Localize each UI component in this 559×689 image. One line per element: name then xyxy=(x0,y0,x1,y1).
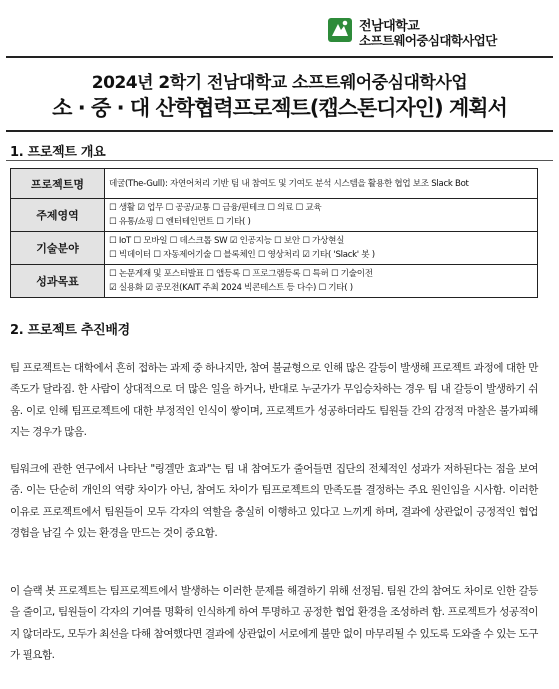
background-paragraph-2: 팀워크에 관한 연구에서 나타난 "링겔만 효과"는 팀 내 참여도가 줄어들면 집단의 전체적인 성과가 저하된다는 점을 보여줌. 이는 단순히 개인의 역량 차이가 아닌, 참여도 차이가 팀프로젝트의 만족도를 결정하는 주요 원인임을 시사함. 이러한 이유로 프로젝트에서 팀원들이 모두 각자의 역할을 충실히 이행하고 있다고 느끼게 하며, 결과에 상관없이 긍정적인 협업 경험을 남길 수 있는 환경을 만드는 것이 중요함. xyxy=(10,463,538,540)
project-name-label: 프로젝트명 xyxy=(11,169,105,199)
title-rule-bottom xyxy=(6,130,553,132)
logo-university-name: 전남대학교 xyxy=(359,19,420,34)
subject-options-line2: ☐ 유통/쇼핑 ☐ 엔터테인먼트 ☐ 기타( ) xyxy=(109,217,251,227)
subject-value xyxy=(105,199,538,232)
tech-value xyxy=(105,232,538,265)
table-row-tech xyxy=(11,232,538,265)
section2-title: 2. 프로젝트 추진배경 xyxy=(10,323,130,338)
logo-organization-name: 소프트웨어중심대학사업단 xyxy=(359,33,497,48)
goal-label: 성과목표 xyxy=(11,265,105,298)
subject-options-line1: ☐ 생활 ☑ 업무 ☐ 공공/교통 ☐ 금융/핀테크 ☐ 의료 ☐ 교육 xyxy=(109,203,322,213)
subject-label: 주제영역 xyxy=(11,199,105,232)
project-name-text: 데굴(The-Gull): 자연어처리 기반 팀 내 참여도 및 기여도 분석 시스템을 활용한 협업 보조 Slack Bot xyxy=(109,178,469,189)
background-paragraph-1: 팀 프로젝트는 대학에서 흔히 접하는 과제 중 하나지만, 참여 불균형으로 인해 많은 갈등이 발생해 프로젝트 과정에 대한 만족도가 달라짐. 한 사람이 상대적으로 더 많은 일을 하거나, 반대로 누군가가 무임승차하는 경우 팀 내 갈등이 발생하기 쉬움. 이로 인해 팀프로젝트에 대한 부정적인 인식이 쌓이며, 프로젝트가 성공하더라도 팀원들 간의 감정적 마찰은 불가피해지는 경우가 많음. xyxy=(10,362,538,439)
tech-label: 기술분야 xyxy=(11,232,105,265)
table-row-subject xyxy=(11,199,538,232)
document-title-line1: 2024년 2학기 전남대학교 소프트웨어중심대학사업 xyxy=(91,73,468,93)
goal-value xyxy=(105,265,538,298)
section1-title: 1. 프로젝트 개요 xyxy=(10,145,106,160)
goal-options-line2: ☑ 실용화 ☑ 공모전(KAIT 주최 2024 빅콘테스트 등 다수) ☐ 기타( ) xyxy=(109,283,353,293)
tech-options-line1: ☐ IoT ☐ 모바일 ☐ 데스크톱 SW ☑ 인공지능 ☐ 보안 ☐ 가상현실 xyxy=(109,236,345,246)
title-rule-top xyxy=(6,56,553,58)
goal-options-line1: ☐ 논문게재 및 포스터발표 ☐ 앱등록 ☐ 프로그램등록 ☐ 특허 ☐ 기술이전 xyxy=(109,269,373,279)
document-title-line2: 소 · 중 · 대 산학협력프로젝트(캡스톤디자인) 계획서 xyxy=(52,96,507,120)
section1-rule xyxy=(6,160,553,161)
project-name-value xyxy=(105,169,538,199)
table-row-project-name xyxy=(11,169,538,199)
jnu-sw-logo-icon xyxy=(327,17,353,43)
header-logo xyxy=(327,14,537,50)
background-paragraph-3: 이 슬랙 봇 프로젝트는 팀프로젝트에서 발생하는 이러한 문제를 해결하기 위해 선정됨. 팀원 간의 참여도 차이로 인한 갈등을 줄이고, 팀원들이 각자의 기여를 명확히 인식하게 하여 투명하고 공정한 협업 환경을 조성하려 함. 프로젝트가 성공적이지 않더라도, 모두가 최선을 다해 참여했다면 결과에 상관없이 서로에게 불만 없이 마무리될 수 있도록 도와줄 수 있는 도구가 필요함. xyxy=(10,585,538,662)
project-overview-table xyxy=(10,168,538,298)
tech-options-line2: ☐ 빅데이터 ☐ 자동제어기술 ☐ 블록체인 ☐ 영상처리 ☑ 기타( 'Slack' 봇 ) xyxy=(109,250,375,260)
table-row-goal xyxy=(11,265,538,298)
